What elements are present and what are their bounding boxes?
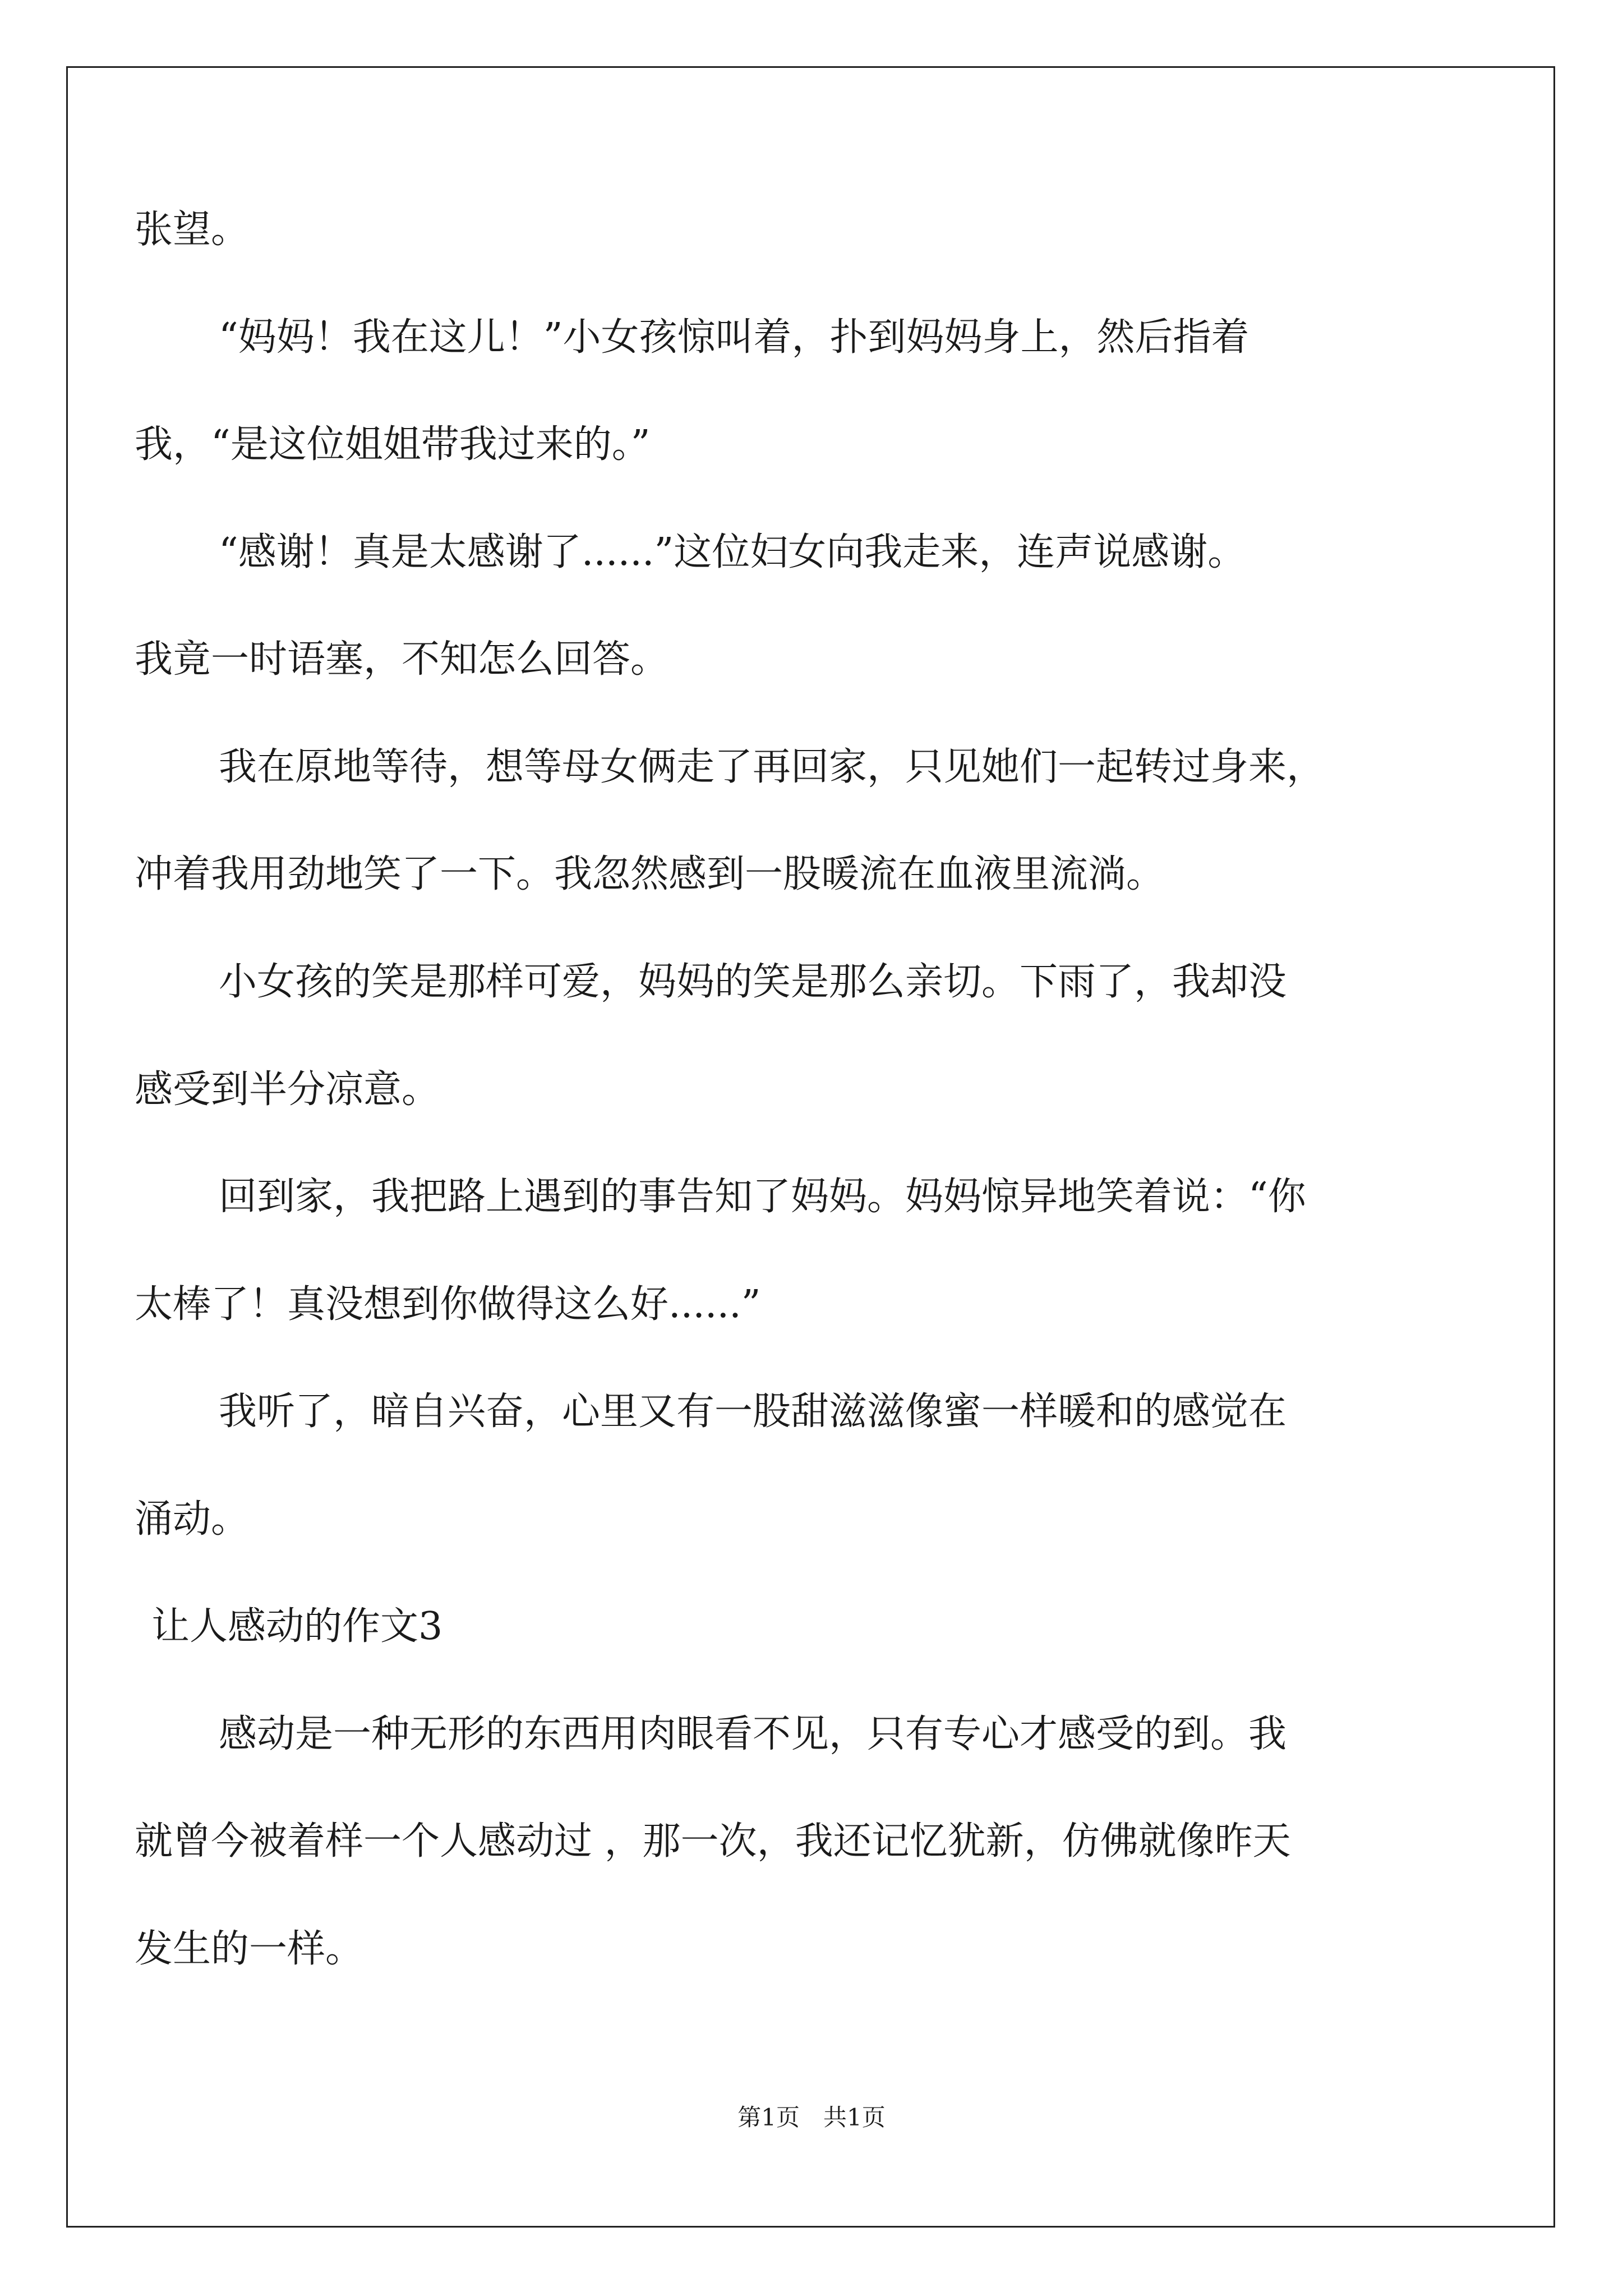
paragraph-line: 太棒了！真没想到你做得这么好......”: [135, 1282, 761, 1327]
paragraph-line: 我在原地等待，想等母女俩走了再回家，只见她们一起转过身来，: [219, 745, 1325, 789]
paragraph-line: “感谢！真是太感谢了......”这位妇女向我走来，连声说感谢。: [219, 530, 1246, 574]
paragraph-line: 我听了，暗自兴奋，心里又有一股甜滋滋像蜜一样暖和的感觉在: [219, 1389, 1287, 1434]
paragraph-line: 我竟一时语塞，不知怎么回答。: [135, 637, 669, 682]
paragraph-line: 我，“是这位姐姐带我过来的。”: [135, 422, 651, 467]
section-heading: 让人感动的作文3: [151, 1604, 443, 1649]
paragraph-line: 张望。: [135, 208, 250, 252]
paragraph-line: 回到家，我把路上遇到的事告知了妈妈。妈妈惊异地笑着说：“你: [219, 1175, 1306, 1219]
paragraph-line: 就曾今被着样一个人感动过 ，那一次，我还记忆犹新，仿佛就像昨天: [135, 1819, 1291, 1864]
paragraph-line: 感动是一种无形的东西用肉眼看不见，只有专心才感受的到。我: [219, 1712, 1287, 1756]
paragraph-line: 感受到半分凉意。: [135, 1068, 440, 1112]
paragraph-line: 涌动。: [135, 1497, 250, 1542]
page-footer: 第1页 共1页: [737, 2104, 886, 2131]
paragraph-line: “妈妈！我在这儿！”小女孩惊叫着，扑到妈妈身上，然后指着: [219, 315, 1249, 360]
paragraph-line: 小女孩的笑是那样可爱，妈妈的笑是那么亲切。下雨了，我却没: [219, 960, 1287, 1004]
paragraph-line: 发生的一样。: [135, 1927, 364, 1971]
page-border: [66, 66, 1555, 2228]
paragraph-line: 冲着我用劲地笑了一下。我忽然感到一股暖流在血液里流淌。: [135, 852, 1165, 896]
